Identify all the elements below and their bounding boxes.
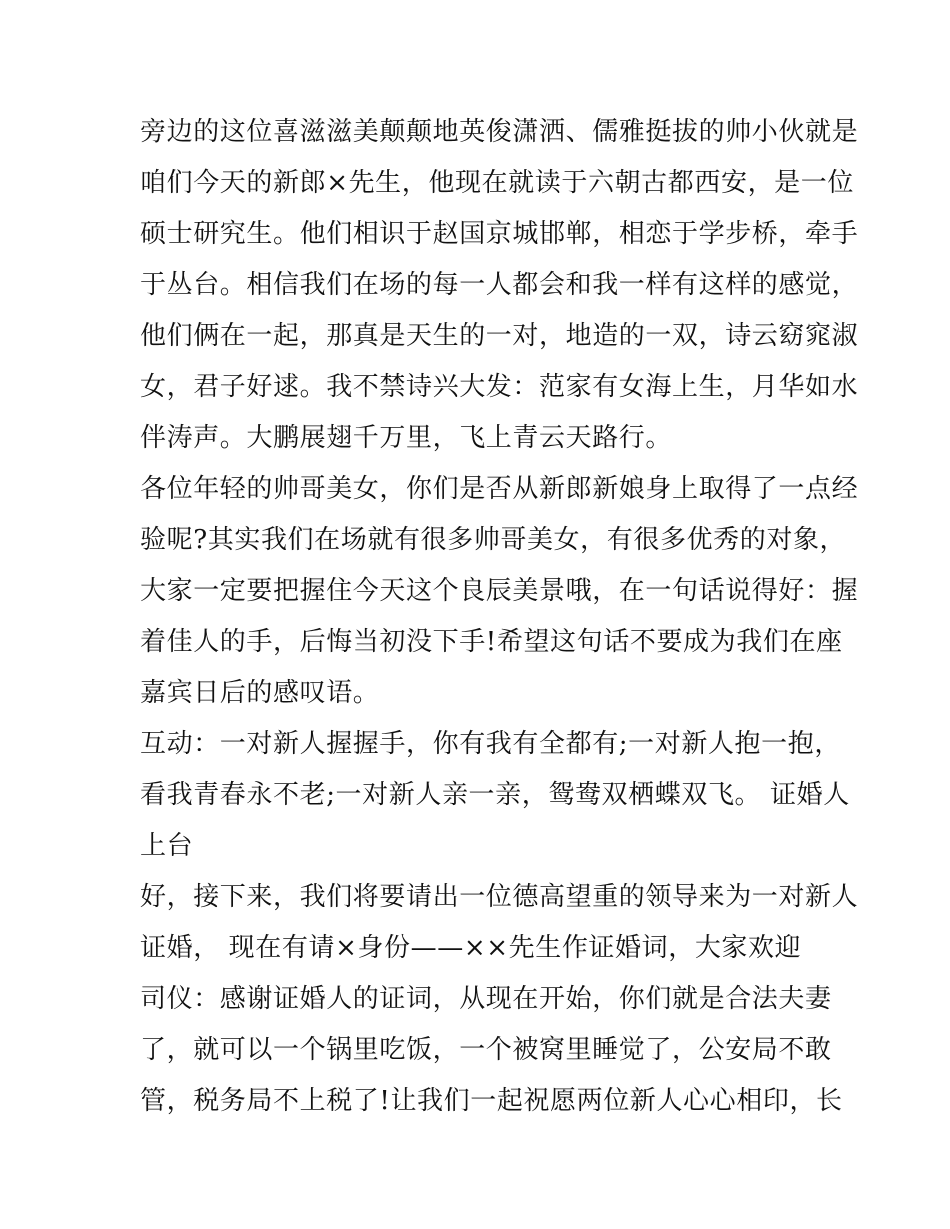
body-text [140,107,859,1127]
text-line: 大家一定要把握住今天这个良辰美景哦，在一句话说得好：握 [140,576,859,606]
text-line: 上台 [140,831,194,861]
text-line: 证婚， 现在有请×身份——××先生作证婚词，大家欢迎 [140,933,802,963]
text-line: 咱们今天的新郎×先生，他现在就读于六朝古都西安，是一位 [140,168,854,198]
text-line: 了，就可以一个锅里吃饭，一个被窝里睡觉了，公安局不敢 [140,1035,832,1065]
text-line: 好，接下来，我们将要请出一位德高望重的领导来为一对新人 [140,882,859,912]
text-line: 验呢?其实我们在场就有很多帅哥美女，有很多优秀的对象， [140,525,847,555]
text-line: 嘉宾日后的感叹语。 [140,678,380,708]
text-line: 于丛台。相信我们在场的每一人都会和我一样有这样的感觉， [140,270,859,300]
text-line: 旁边的这位喜滋滋美颠颠地英俊潇洒、儒雅挺拔的帅小伙就是 [140,117,859,147]
text-line: 司仪：感谢证婚人的证词，从现在开始，你们就是合法夫妻 [140,984,832,1014]
text-line: 互动：一对新人握握手，你有我有全都有;一对新人抱一抱， [140,729,841,759]
text-line: 看我青春永不老;一对新人亲一亲，鸳鸯双栖蝶双飞。 证婚人 [140,780,850,810]
text-line: 管，税务局不上税了!让我们一起祝愿两位新人心心相印，长 [140,1086,843,1116]
text-line: 他们俩在一起，那真是天生的一对，地造的一双，诗云窈窕淑 [140,321,859,351]
text-line: 各位年轻的帅哥美女，你们是否从新郎新娘身上取得了一点经 [140,474,859,504]
text-line: 伴涛声。大鹏展翅千万里，飞上青云天路行。 [140,423,673,453]
text-line: 女，君子好逑。我不禁诗兴大发：范家有女海上生，月华如水 [140,372,859,402]
text-line: 着佳人的手，后悔当初没下手!希望这句话不要成为我们在座 [140,627,843,657]
text-line: 硕士研究生。他们相识于赵国京城邯郸，相恋于学步桥，牵手 [140,219,859,249]
